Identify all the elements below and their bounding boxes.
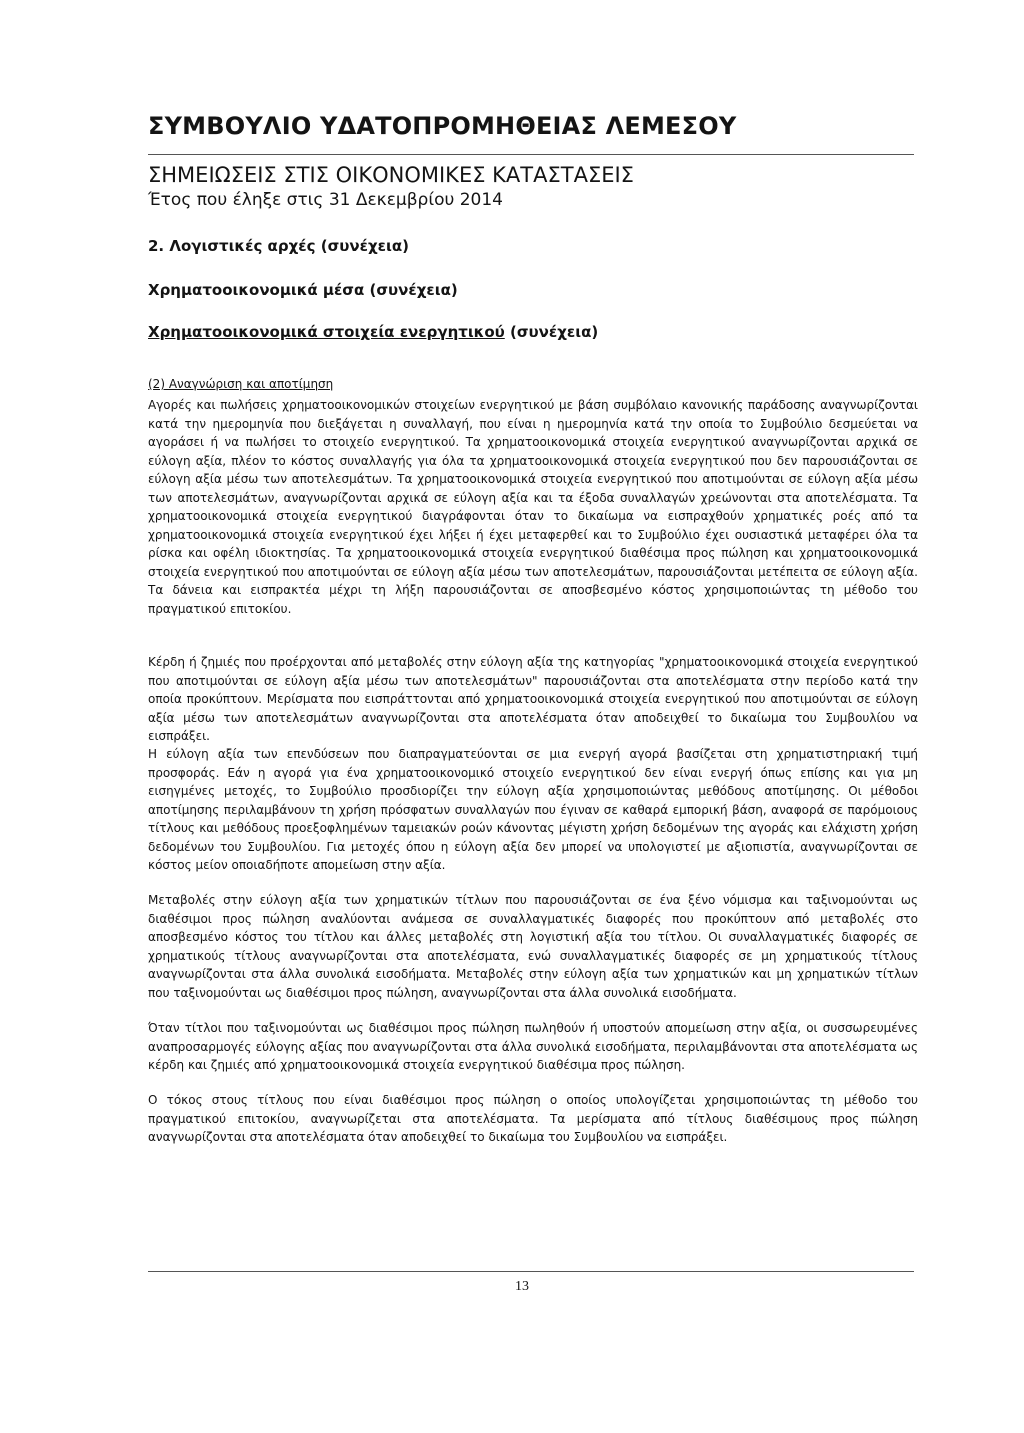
paragraph-gains-losses: [148, 653, 918, 746]
organization-title: ΣΥΜΒΟΥΛΙΟ ΥΔΑΤΟΠΡΟΜΗΘΕΙΑΣ ΛΕΜΕΣΟΥ: [148, 112, 737, 140]
paragraph-recognition: [148, 396, 918, 618]
document-subtitle: Έτος που έληξε στις 31 Δεκεμβρίου 2014: [148, 190, 503, 210]
paragraph-text: Αγορές και πωλήσεις χρηματοοικονομικών στοιχείων ενεργητικού με βάση συμβόλαιο κανονικής παράδοσης αναγνωρίζονται κατά την ημερομηνία που διεξάγεται η συναλλαγή, που είναι η ημερομηνία κατά την οποία το Συμβούλιο δεσμεύεται να αγοράσει ή να πωλήσει το στοιχείο ενεργητικού. Τα χρηματοοικονομικά στοιχεία ενεργητικού αναγνωρίζονται αρχικά σε εύλογη αξία, πλέον το κόστος συναλλαγής για όλα τα χρηματοοικονομικά στοιχεία ενεργητικού που δεν παρουσιάζονται σε εύλογη αξία μέσω των αποτελεσμάτων. Τα χρηματοοικονομικά στοιχεία ενεργητικού που αποτιμούνται σε εύλογη αξία μέσω των αποτελεσμάτων, αναγνωρίζονται αρχικά σε εύλογη αξία και τα έξοδα συναλλαγών χρεώνονται στα αποτελέσματα. Τα χρηματοοικονομικά στοιχεία ενεργητικού διαγράφονται όταν το δικαίωμα να εισπραχθούν χρηματικές ροές από τα χρηματοοικονομικά στοιχεία ενεργητικού έχει λήξει ή έχει μεταφερθεί και το Συμβούλιο έχει ουσιαστικά μεταφέρει όλα τα ρίσκα και οφέλη ιδιοκτησίας. Τα χρηματοοικονομικά στοιχεία ενεργητικού διαθέσιμα προς πώληση και χρηματοοικονομικά στοιχεία ενεργητικού που αποτιμούνται σε εύλογη αξία μέσω των αποτελεσμάτων, παρουσιάζονται μετέπειτα σε εύλογη αξία. Τα δάνεια και εισπρακτέα μέχρι τη λήξη παρουσιάζονται σε αποσβεσμένο κόστος χρησιμοποιώντας τη μέθοδο του πραγματικού επιτοκίου.: [148, 398, 918, 616]
paragraph-fx-changes: [148, 891, 918, 1002]
sub-subheading-suffix: (συνέχεια): [504, 323, 599, 341]
section-subheading: Χρηματοοικονομικά μέσα (συνέχεια): [148, 281, 458, 299]
item-label: (2) Αναγνώριση και αποτίμηση: [148, 377, 334, 391]
footer-divider: [148, 1271, 914, 1272]
sub-subheading-underlined: Χρηματοοικονομικά στοιχεία ενεργητικού: [148, 323, 505, 341]
paragraph-impairment: [148, 1019, 918, 1075]
paragraph-text: Όταν τίτλοι που ταξινομούνται ως διαθέσιμοι προς πώληση πωληθούν ή υποστούν απομείωση στην αξία, οι συσσωρευμένες αναπροσαρμογές εύλογης αξίας που αναγνωρίζονται στα άλλα συνολικά εισοδήματα, περιλαμβάνονται στα αποτελέσματα ως κέρδη και ζημιές από χρηματοοικονομικά στοιχεία ενεργητικού διαθέσιμα προς πώληση.: [148, 1021, 918, 1072]
paragraph-fair-value: [148, 745, 918, 875]
paragraph-text: Κέρδη ή ζημιές που προέρχονται από μεταβολές στην εύλογη αξία της κατηγορίας "χρηματοοικονομικά στοιχεία ενεργητικού που αποτιμούνται σε εύλογη αξία μέσω των αποτελεσμάτων" παρουσιάζονται στα αποτελέσματα στην περίοδο κατά την οποία προκύπτουν. Μερίσματα που εισπράττονται από χρηματοοικονομικά στοιχεία ενεργητικού που αποτιμούνται σε εύλογη αξία μέσω των αποτελεσμάτων αναγνωρίζονται στα αποτελέσματα όταν αποδειχθεί το δικαίωμα του Συμβουλίου να εισπράξει.: [148, 655, 918, 743]
header-divider: [148, 154, 914, 155]
section-sub-subheading: [148, 323, 598, 341]
paragraph-text: Μεταβολές στην εύλογη αξία των χρηματικών τίτλων που παρουσιάζονται σε ένα ξένο νόμισμα και ταξινομούνται ως διαθέσιμοι προς πώληση αναλύονται ανάμεσα σε συναλλαγματικές διαφορές που προκύπτουν από μεταβολές στο αποσβεσμένο κόστος του τίτλου και άλλες μεταβολές στη λογιστική αξία του τίτλου. Οι συναλλαγματικές διαφορές σε χρηματικούς τίτλους αναγνωρίζονται στα αποτελέσματα, ενώ συναλλαγματικές διαφορές σε μη χρηματικούς τίτλους αναγνωρίζονται στα άλλα συνολικά εισοδήματα. Μεταβολές στην εύλογη αξία των χρηματικών και μη χρηματικών τίτλων που ταξινομούνται ως διαθέσιμοι προς πώληση, αναγνωρίζονται στα άλλα συνολικά εισοδήματα.: [148, 893, 918, 1000]
paragraph-text: Ο τόκος στους τίτλους που είναι διαθέσιμοι προς πώληση ο οποίος υπολογίζεται χρησιμοποιώντας τη μέθοδο του πραγματικού επιτοκίου, αναγνωρίζεται στα αποτελέσματα. Τα μερίσματα από τίτλους διαθέσιμους προς πώληση αναγνωρίζονται στα αποτελέσματα όταν αποδειχθεί το δικαίωμα του Συμβουλίου να εισπράξει.: [148, 1093, 918, 1144]
document-title: ΣΗΜΕΙΩΣΕΙΣ ΣΤΙΣ ΟΙΚΟΝΟΜΙΚΕΣ ΚΑΤΑΣΤΑΣΕΙΣ: [148, 163, 634, 187]
paragraph-interest: [148, 1091, 918, 1147]
page-number: 13: [515, 1279, 529, 1294]
section-heading: 2. Λογιστικές αρχές (συνέχεια): [148, 237, 409, 255]
paragraph-text: Η εύλογη αξία των επενδύσεων που διαπραγματεύονται σε μια ενεργή αγορά βασίζεται στη χρηματιστηριακή τιμή προσφοράς. Εάν η αγορά για ένα χρηματοοικονομικό στοιχείο ενεργητικού δεν είναι ενεργή όπως επίσης και για μη εισηγμένες μετοχές, το Συμβούλιο προσδιορίζει την εύλογη αξία χρησιμοποιώντας μεθόδους αποτίμησης. Οι μέθοδοι αποτίμησης περιλαμβάνουν τη χρήση πρόσφατων συναλλαγών που έγιναν σε καθαρά εμπορική βάση, αναφορά σε παρόμοιους τίτλους και μεθόδους προεξοφλημένων ταμειακών ροών κάνοντας μέγιστη χρήση δεδομένων της αγοράς και ελάχιστη χρήση δεδομένων του Συμβουλίου. Για μετοχές όπου η εύλογη αξία δεν μπορεί να υπολογιστεί με αξιοπιστία, αναγνωρίζονται σε κόστος μείον οποιαδήποτε απομείωση στην αξία.: [148, 747, 918, 872]
